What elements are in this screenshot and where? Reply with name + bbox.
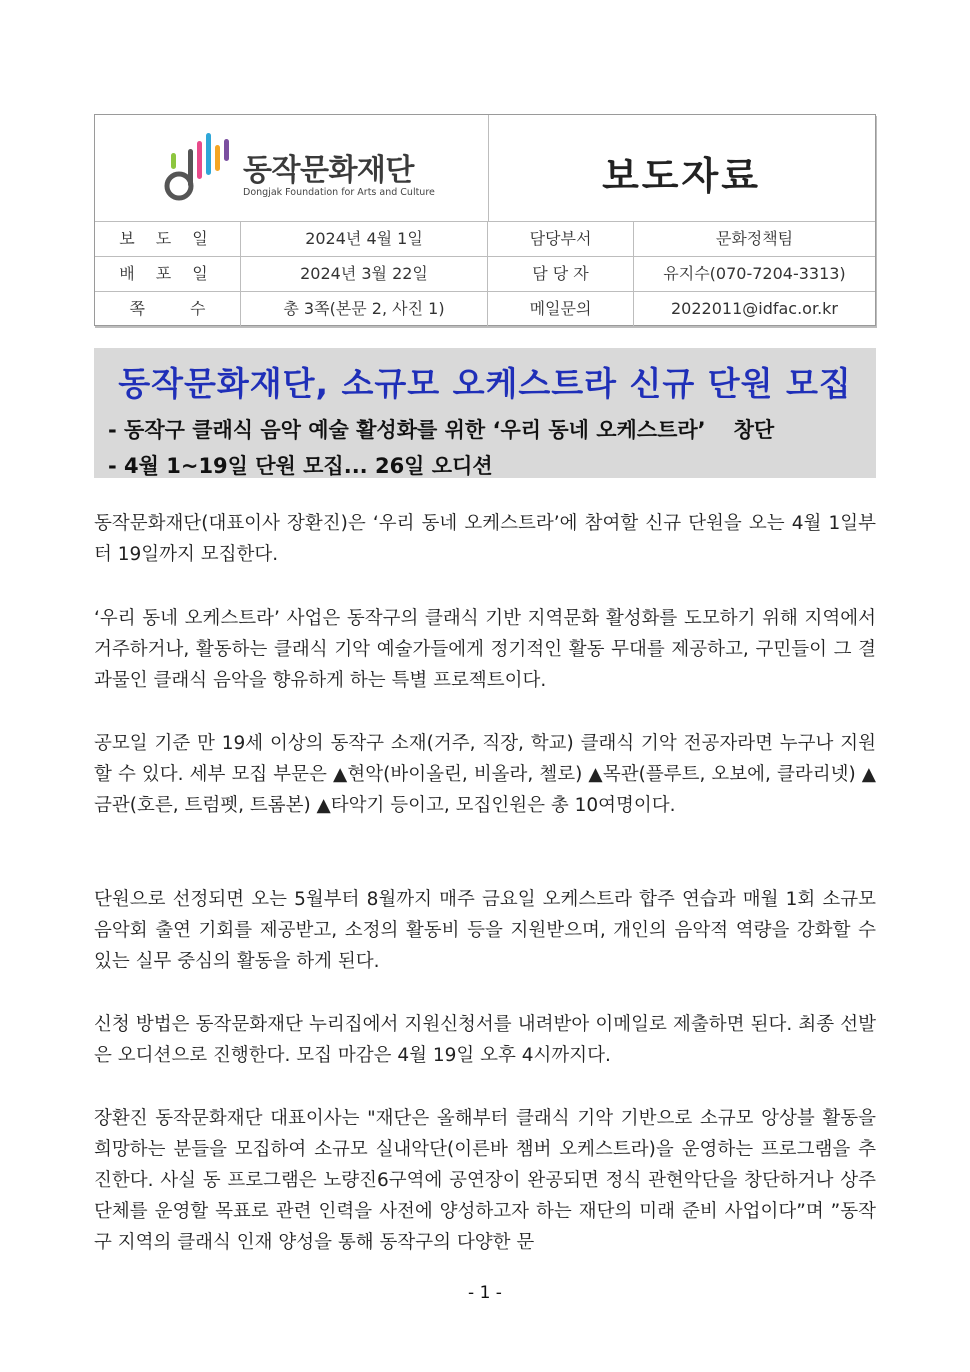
- logo-english-name: Dongjak Foundation for Arts and Culture: [243, 187, 435, 198]
- headline-title: 동작문화재단, 소규모 오케스트라 신규 단원 모집: [118, 364, 852, 403]
- headline-subtitle-2: - 4월 1~19일 단원 모집... 26일 오디션: [108, 454, 493, 478]
- body-paragraph: 단원으로 선정되면 오는 5월부터 8월까지 매주 금요일 오케스트라 합주 연습과 매월 1회 소규모 음악회 출연 기회를 제공받고, 소정의 활동비 등을 지원받으며, 개인의 음악적 역량을 강화할 수 있는 실무 중심의 활동을 하게 된다.: [94, 889, 876, 972]
- value-release-date: 2024년 4월 1일: [241, 221, 488, 256]
- title-cell: [488, 115, 875, 221]
- body-paragraph: 공모일 기준 만 19세 이상의 동작구 소재(거주, 직장, 학교) 클래식 기악 전공자라면 누구나 지원할 수 있다. 세부 모집 부문은 ▲현악(바이올린, 비올라, 첼로) ▲목관(플루트, 오보에, 클라리넷) ▲금관(호른, 트럼펫, 트롬본) ▲타악기 등이고, 모집인원은 총 10여명이다.: [94, 733, 876, 816]
- info-row-release-date: [95, 221, 875, 257]
- value-department: 문화정책팀: [715, 229, 794, 248]
- body-paragraph: 장환진 동작문화재단 대표이사는 "재단은 올해부터 클래식 기악 기반으로 소규모 앙상블 활동을 희망하는 분들을 모집하여 소규모 실내악단(이른바 챔버 오케스트라)을 운영하는 프로그램을 추진한다. 사실 동 프로그램은 노량진6구역에 공연장이 완공되면 정식 관현악단을 창단하거나 상주단체를 운영할 목표로 관련 인력을 사전에 양성하고자 하는 재단의 미래 준비 사업이다”며 ”동작구 지역의 클래식 인재 양성을 통해 동작구의 다양한 문: [94, 1108, 876, 1253]
- page-number: - 1 -: [468, 1283, 502, 1303]
- headline-box: [94, 348, 876, 478]
- subtitle-1-end: 창단: [733, 418, 775, 442]
- headline-subtitle-1: [108, 414, 774, 444]
- label-email: 메일문의: [488, 291, 634, 326]
- press-header-table: [94, 114, 876, 326]
- value-email[interactable]: 2022011@idfac.or.kr: [670, 299, 838, 318]
- label-page-count: 쪽 수: [95, 291, 241, 326]
- label-department: 담당부서: [488, 221, 634, 256]
- header-top-row: [95, 115, 875, 222]
- subtitle-1-main: - 동작구 클래식 음악 예술 활성화를 위한 ‘우리 동네 오케스트라’: [108, 418, 706, 442]
- label-distribution-date: 배 포 일: [95, 256, 241, 291]
- value-contact-person: 유지수(070-7204-3313): [663, 264, 846, 283]
- value-distribution-date: 2024년 3월 22일: [241, 256, 488, 291]
- label-release-date: 보 도 일: [95, 221, 241, 256]
- body-paragraph: ‘우리 동네 오케스트라’ 사업은 동작구의 클래식 기반 지역문화 활성화를 도모하기 위해 지역에서 거주하거나, 활동하는 클래식 기악 예술가들에게 정기적인 활동 무대를 제공하고, 구민들이 그 결과물인 클래식 음악을 향유하게 하는 특별 프로젝트이다.: [94, 608, 876, 691]
- value-page-count: 총 3쪽(본문 2, 사진 1): [241, 291, 488, 326]
- label-contact-person: 담 당 자: [488, 256, 634, 291]
- foundation-logo-icon: [163, 131, 231, 203]
- logo-cell: [95, 115, 489, 221]
- body-paragraph: 신청 방법은 동작문화재단 누리집에서 지원신청서를 내려받아 이메일로 제출하면 된다. 최종 선발은 오디션으로 진행한다. 모집 마감은 4월 19일 오후 4시까지다.: [94, 1014, 876, 1066]
- press-release-title: 보도자료: [602, 154, 761, 198]
- logo-name: 동작문화재단: [243, 153, 414, 188]
- info-row-page-count: [95, 291, 875, 326]
- info-row-distribution-date: [95, 256, 875, 292]
- body-paragraph: 동작문화재단(대표이사 장환진)은 ‘우리 동네 오케스트라’에 참여할 신규 단원을 오는 4월 1일부터 19일까지 모집한다.: [94, 513, 876, 565]
